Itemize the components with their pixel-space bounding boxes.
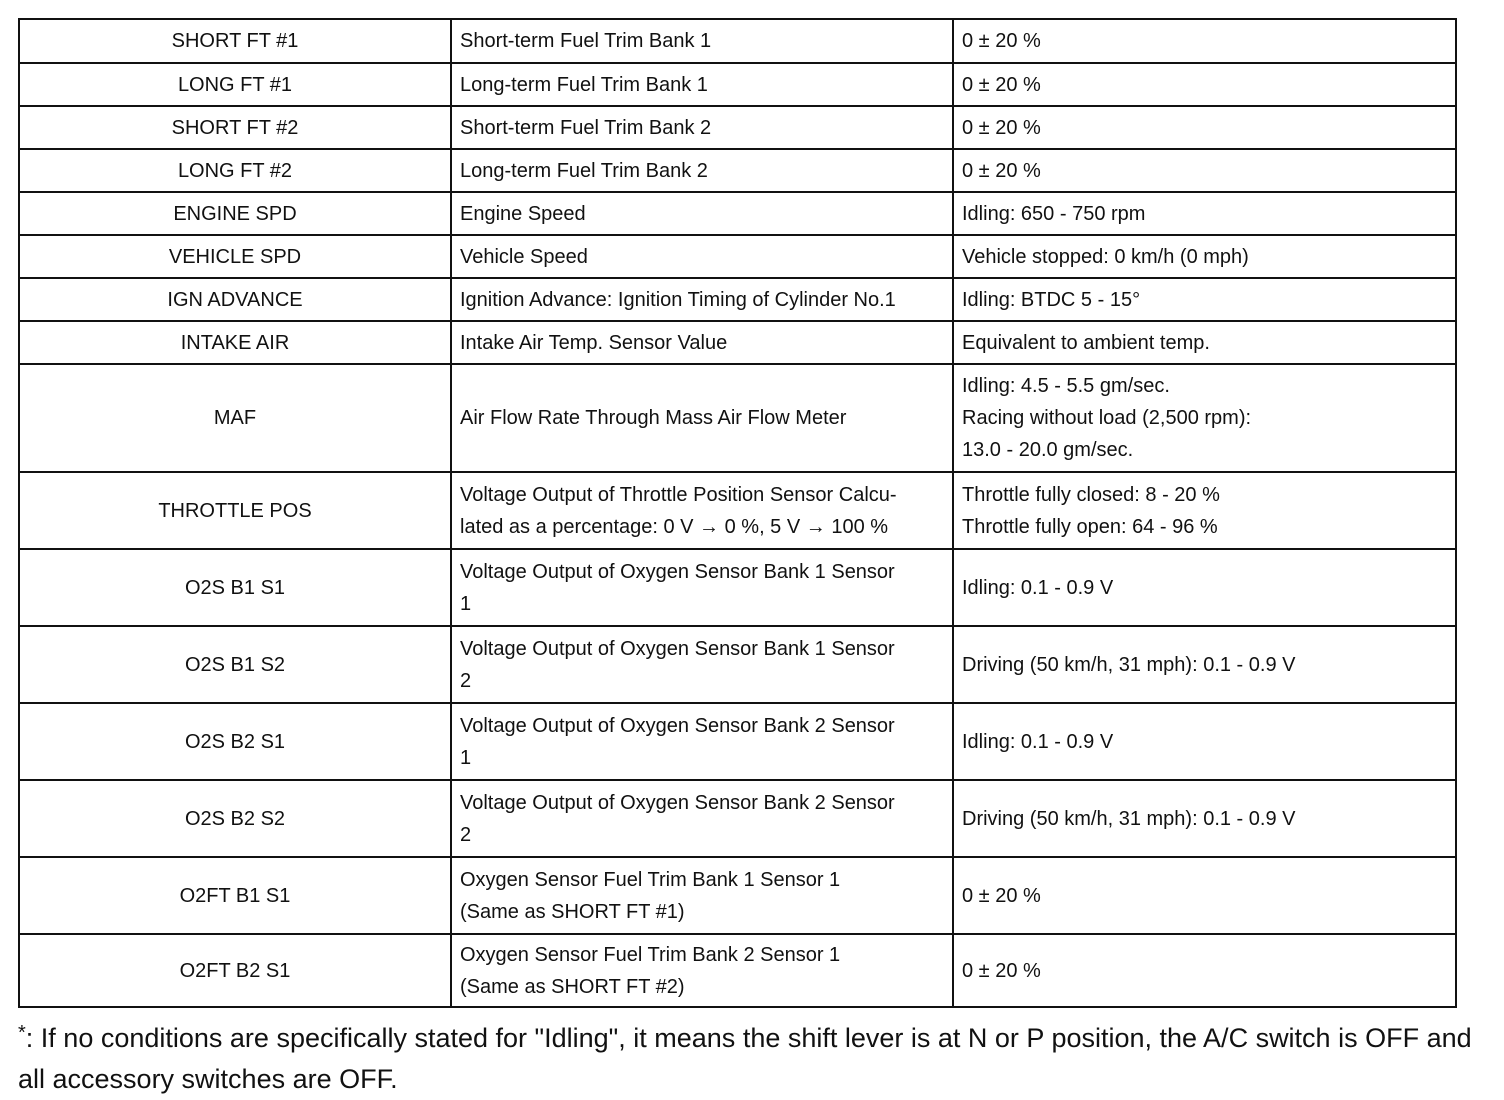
footnote [18, 1018, 1478, 1100]
table-body [19, 19, 1456, 1007]
measurement-line: (Same as SHORT FT #2) [460, 975, 685, 998]
measurement-cell [451, 278, 953, 321]
measurement-line: Short-term Fuel Trim Bank 2 [460, 116, 712, 139]
table-row [19, 19, 1456, 63]
measurement-line: 2 [460, 669, 472, 692]
measurement-line: Voltage Output of Oxygen Sensor Bank 2 Sensor [460, 714, 895, 737]
item-cell: O2S B2 S2 [19, 780, 451, 857]
measurement-line: (Same as SHORT FT #1) [460, 900, 685, 923]
condition-line: Vehicle stopped: 0 km/h (0 mph) [962, 245, 1249, 268]
condition-line: Idling: 0.1 - 0.9 V [962, 576, 1114, 599]
measurement-cell [451, 106, 953, 149]
measurement-cell [451, 549, 953, 626]
item-cell: MAF [19, 364, 451, 472]
condition-line: Idling: 650 - 750 rpm [962, 202, 1146, 225]
item-cell: SHORT FT #1 [19, 19, 451, 63]
table-row [19, 278, 1456, 321]
condition-line: Equivalent to ambient temp. [962, 331, 1210, 354]
condition-cell [953, 192, 1456, 235]
table-row [19, 364, 1456, 472]
measurement-cell [451, 780, 953, 857]
measurement-line: Intake Air Temp. Sensor Value [460, 331, 728, 354]
measurement-line: Oxygen Sensor Fuel Trim Bank 1 Sensor 1 [460, 868, 841, 891]
measurement-cell [451, 472, 953, 549]
condition-cell [953, 63, 1456, 106]
item-cell: O2S B1 S2 [19, 626, 451, 703]
item-cell: O2S B2 S1 [19, 703, 451, 780]
table-row [19, 106, 1456, 149]
item-cell: O2S B1 S1 [19, 549, 451, 626]
spec-sheet [18, 18, 1455, 1008]
measurement-cell [451, 321, 953, 364]
condition-line: 0 ± 20 % [962, 884, 1041, 907]
condition-cell [953, 106, 1456, 149]
measurement-line: Air Flow Rate Through Mass Air Flow Meter [460, 407, 847, 429]
measurement-line: Vehicle Speed [460, 245, 588, 268]
footnote-text: : If no conditions are specifically stated for "Idling", it means the shift lever is at N or P position, the A/C switch is OFF and all accessory switches are OFF. [18, 1023, 1472, 1094]
table-row [19, 703, 1456, 780]
condition-cell [953, 235, 1456, 278]
measurement-cell [451, 934, 953, 1007]
measurement-cell [451, 626, 953, 703]
table-row [19, 321, 1456, 364]
table-row [19, 472, 1456, 549]
item-cell: O2FT B1 S1 [19, 857, 451, 934]
item-cell: THROTTLE POS [19, 472, 451, 549]
condition-line: 0 ± 20 % [962, 116, 1041, 139]
measurement-line: Voltage Output of Oxygen Sensor Bank 1 Sensor [460, 560, 895, 583]
condition-line: 13.0 - 20.0 gm/sec. [962, 439, 1134, 461]
measurement-cell [451, 703, 953, 780]
condition-line: Driving (50 km/h, 31 mph): 0.1 - 0.9 V [962, 807, 1296, 830]
footnote-marker: * [18, 1022, 26, 1044]
condition-cell [953, 364, 1456, 472]
condition-line: Racing without load (2,500 rpm): [962, 407, 1252, 429]
table-row [19, 780, 1456, 857]
data-list-table [18, 18, 1457, 1008]
item-cell: VEHICLE SPD [19, 235, 451, 278]
item-cell: ENGINE SPD [19, 192, 451, 235]
table-row [19, 192, 1456, 235]
condition-cell [953, 149, 1456, 192]
condition-cell [953, 780, 1456, 857]
measurement-line: lated as a percentage: 0 V → 0 %, 5 V → 100 % [460, 515, 889, 538]
condition-cell [953, 857, 1456, 934]
measurement-line: 1 [460, 746, 472, 769]
condition-cell [953, 472, 1456, 549]
measurement-line: Oxygen Sensor Fuel Trim Bank 2 Sensor 1 [460, 943, 841, 966]
measurement-line: Short-term Fuel Trim Bank 1 [460, 30, 712, 52]
condition-cell [953, 626, 1456, 703]
measurement-line: Voltage Output of Oxygen Sensor Bank 1 Sensor [460, 637, 895, 660]
measurement-line: Voltage Output of Throttle Position Sensor Calcu- [460, 483, 897, 506]
condition-line: Idling: BTDC 5 - 15° [962, 288, 1141, 311]
table-row [19, 934, 1456, 1007]
measurement-line: Engine Speed [460, 202, 586, 225]
table-row [19, 626, 1456, 703]
measurement-cell [451, 149, 953, 192]
item-cell: LONG FT #2 [19, 149, 451, 192]
table-row [19, 149, 1456, 192]
item-cell: LONG FT #1 [19, 63, 451, 106]
item-cell: O2FT B2 S1 [19, 934, 451, 1007]
condition-line: 0 ± 20 % [962, 73, 1041, 96]
condition-line: 0 ± 20 % [962, 159, 1041, 182]
condition-cell [953, 934, 1456, 1007]
measurement-cell [451, 192, 953, 235]
measurement-cell [451, 63, 953, 106]
measurement-line: Ignition Advance: Ignition Timing of Cylinder No.1 [460, 288, 896, 311]
condition-cell [953, 19, 1456, 63]
condition-line: 0 ± 20 % [962, 959, 1041, 982]
condition-cell [953, 278, 1456, 321]
measurement-line: 2 [460, 823, 472, 846]
measurement-line: Voltage Output of Oxygen Sensor Bank 2 Sensor [460, 791, 895, 814]
condition-cell [953, 703, 1456, 780]
table-row [19, 235, 1456, 278]
condition-line: Driving (50 km/h, 31 mph): 0.1 - 0.9 V [962, 653, 1296, 676]
measurement-line: Long-term Fuel Trim Bank 1 [460, 73, 708, 96]
item-cell: SHORT FT #2 [19, 106, 451, 149]
condition-line: Idling: 4.5 - 5.5 gm/sec. [962, 375, 1170, 397]
item-cell: INTAKE AIR [19, 321, 451, 364]
measurement-cell [451, 235, 953, 278]
measurement-cell [451, 19, 953, 63]
condition-line: Throttle fully open: 64 - 96 % [962, 515, 1218, 538]
table-row [19, 63, 1456, 106]
condition-line: Idling: 0.1 - 0.9 V [962, 730, 1114, 753]
condition-cell [953, 549, 1456, 626]
condition-line: Throttle fully closed: 8 - 20 % [962, 483, 1220, 506]
item-cell: IGN ADVANCE [19, 278, 451, 321]
condition-cell [953, 321, 1456, 364]
table-row [19, 549, 1456, 626]
measurement-line: Long-term Fuel Trim Bank 2 [460, 159, 708, 182]
measurement-cell [451, 857, 953, 934]
measurement-line: 1 [460, 592, 472, 615]
condition-line: 0 ± 20 % [962, 30, 1041, 52]
measurement-cell [451, 364, 953, 472]
table-row [19, 857, 1456, 934]
